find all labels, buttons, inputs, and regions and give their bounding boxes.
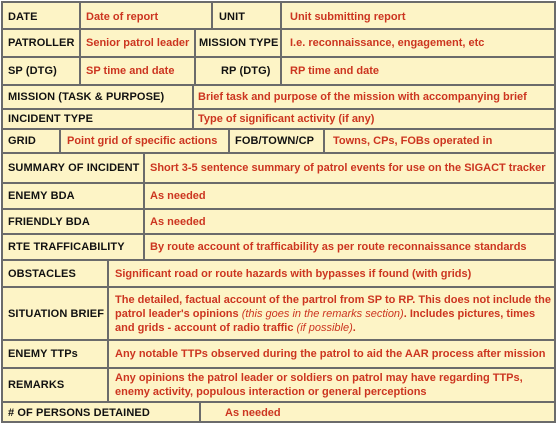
mission-type-label: MISSION TYPE	[199, 37, 279, 49]
remarks-label: REMARKS	[8, 379, 65, 391]
enemy-ttps-value: Any notable TTPs observed during the patrol to aid the AAR process after mission	[115, 348, 546, 360]
col-divider	[143, 152, 145, 259]
col-divider	[107, 259, 109, 401]
grid-label: GRID	[8, 135, 36, 147]
rp-label: RP (DTG)	[221, 65, 271, 77]
obstacles-value: Significant road or route hazards with bypasses if found (with grids)	[115, 267, 472, 280]
patroller-value: Senior patrol leader	[86, 37, 190, 49]
col-divider	[323, 128, 325, 152]
rte-value: By route account of trafficability as per route reconnaissance standards	[150, 241, 527, 253]
col-divider	[79, 3, 81, 28]
patroller-label: PATROLLER	[8, 37, 75, 49]
situation-text-part: The detailed, factual account of the partrol from SP to RP. This does not include the patrol leader's opinions	[115, 293, 551, 320]
grid-value: Point grid of specific actions	[67, 135, 218, 147]
col-divider	[79, 28, 81, 84]
col-divider	[211, 3, 213, 28]
mission-label: MISSION (TASK & PURPOSE)	[8, 91, 165, 103]
enemy-bda-label: ENEMY BDA	[8, 190, 75, 202]
col-divider	[280, 3, 282, 28]
mission-value: Brief task and purpose of the mission with accompanying brief	[198, 91, 527, 103]
situation-text-part: . Includes pictures, times and grids - account of radio traffic	[115, 307, 536, 334]
detained-label: # OF PERSONS DETAINED	[8, 407, 150, 419]
date-value: Date of report	[86, 10, 159, 23]
col-divider	[59, 128, 61, 152]
situation-note: (if possible)	[296, 321, 353, 334]
detained-value: As needed	[225, 407, 281, 419]
enemy-ttps-label: ENEMY TTPs	[8, 348, 78, 360]
fob-value: Towns, CPs, FOBs operated in	[333, 135, 493, 147]
incident-type-value: Type of significant activity (if any)	[198, 113, 375, 125]
summary-label: SUMMARY OF INCIDENT	[8, 162, 140, 174]
date-label: DATE	[8, 10, 38, 23]
friendly-bda-label: FRIENDLY BDA	[8, 215, 90, 228]
col-divider	[192, 84, 194, 128]
fob-label: FOB/TOWN/CP	[235, 135, 315, 147]
unit-value: Unit submitting report	[290, 10, 406, 23]
remarks-value: Any opinions the patrol leader or soldiers on patrol may have regarding TTPs, enemy activity, populous interaction or general perceptions	[115, 372, 523, 398]
col-divider	[228, 128, 230, 152]
obstacles-label: OBSTACLES	[8, 267, 76, 280]
situation-label: SITUATION BRIEF	[8, 307, 105, 320]
sp-label: SP (DTG)	[8, 65, 57, 77]
summary-value: Short 3-5 sentence summary of patrol events for use on the SIGACT tracker	[150, 162, 546, 174]
mission-type-value: I.e. reconnaissance, engagement, etc	[290, 37, 485, 49]
situation-text-part: .	[352, 321, 356, 334]
situation-note: (this goes in the remarks section)	[241, 307, 404, 320]
situation-value	[115, 288, 553, 339]
rp-value: RP time and date	[290, 65, 380, 77]
enemy-bda-value: As needed	[150, 190, 206, 202]
col-divider	[199, 401, 201, 421]
col-divider	[280, 28, 282, 84]
incident-type-label: INCIDENT TYPE	[8, 113, 94, 125]
patrol-report-form	[1, 1, 556, 423]
sp-value: SP time and date	[86, 65, 175, 77]
unit-label: UNIT	[219, 10, 246, 23]
col-divider	[194, 28, 196, 84]
rte-label: RTE TRAFFICABILITY	[8, 241, 125, 253]
friendly-bda-value: As needed	[150, 215, 206, 228]
